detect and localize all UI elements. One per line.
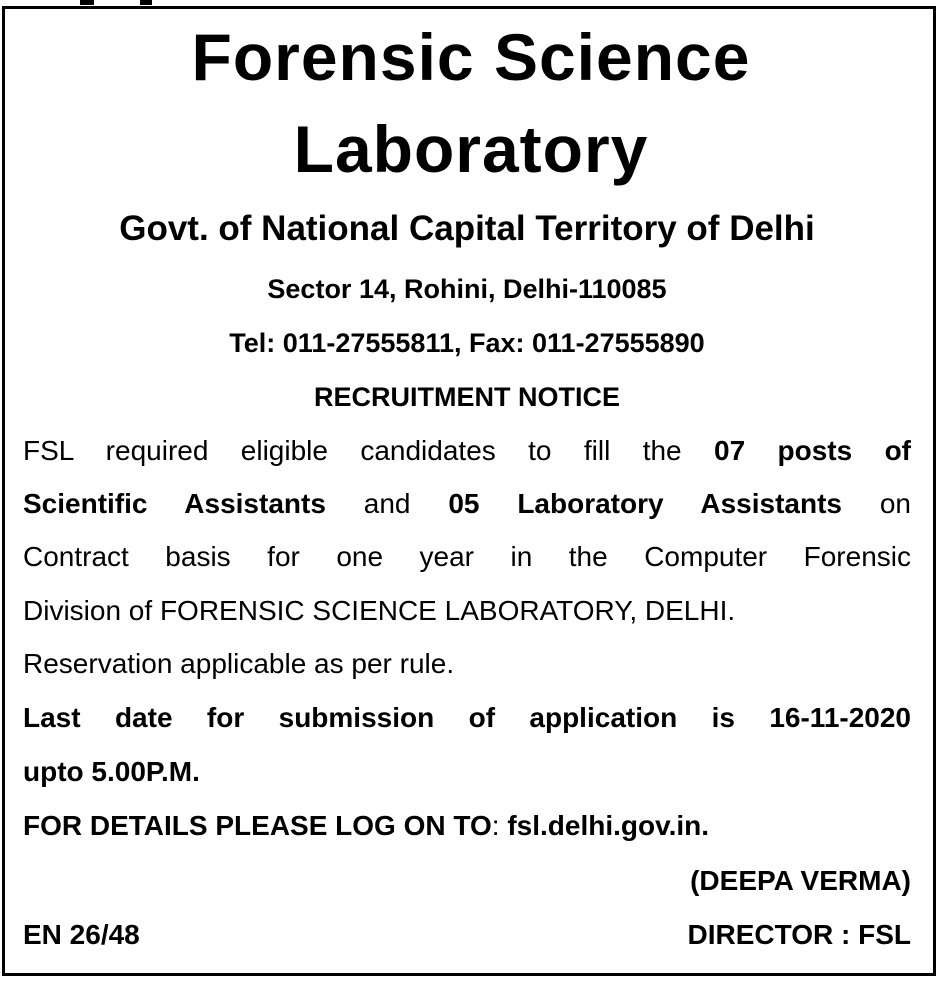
body-line-4: Division of FORENSIC SCIENCE LABORATORY, DELHI. <box>23 595 736 626</box>
notice-heading: RECRUITMENT NOTICE <box>314 382 620 412</box>
body-line-3: Contract basis for one year in the Computer Forensic <box>23 541 911 572</box>
posts-count: 07 posts of <box>714 435 911 466</box>
address: Sector 14, Rohini, Delhi-110085 <box>267 274 667 304</box>
body-line-2 <box>23 487 911 521</box>
details-label: FOR DETAILS PLEASE LOG ON TO <box>23 810 492 841</box>
government-name: Govt. of National Capital Territory of Delhi <box>119 209 815 248</box>
post-name-scientific: Scientific Assistants <box>23 488 326 519</box>
last-date: Last date for submission of application is 16-11-2020 <box>23 702 911 733</box>
details-line <box>23 809 911 843</box>
body-text: on <box>842 488 911 519</box>
body-text: FSL required eligible candidates to fill the <box>23 435 714 466</box>
reference-number: EN 26/48 <box>23 919 140 950</box>
last-time: upto 5.00P.M. <box>23 756 200 787</box>
title-line-2: Laboratory <box>293 112 649 186</box>
post-name-laboratory: 05 Laboratory Assistants <box>448 488 842 519</box>
designation: DIRECTOR : FSL <box>687 919 911 950</box>
signatory-name: (DEEPA VERMA) <box>690 865 911 896</box>
title-line-1: Forensic Science <box>191 20 751 94</box>
details-colon: : <box>491 810 508 841</box>
body-text: and <box>325 488 449 519</box>
reservation-note: Reservation applicable as per rule. <box>23 648 455 679</box>
contact-numbers: Tel: 011-27555811, Fax: 011-27555890 <box>229 328 705 358</box>
website-link[interactable]: fsl.delhi.gov.in. <box>507 810 710 841</box>
body-line-1 <box>23 434 911 468</box>
